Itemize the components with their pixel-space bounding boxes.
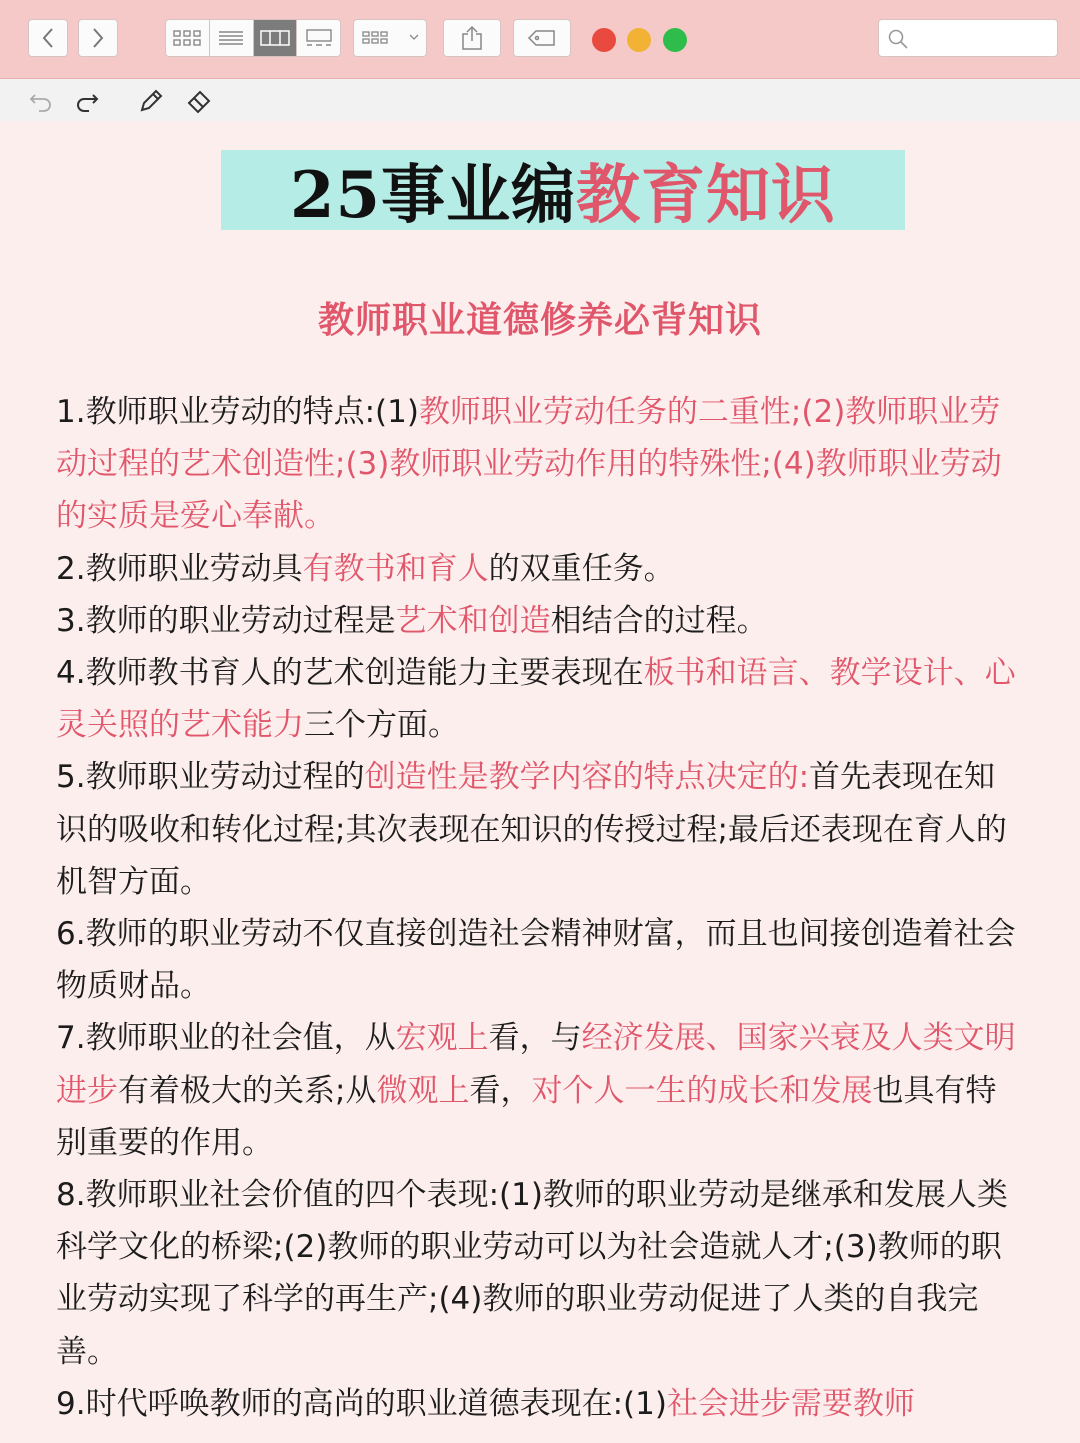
text-segment: 5.教师职业劳动过程的 (56, 759, 365, 796)
grid-view-button[interactable] (166, 20, 210, 56)
text-segment: 8.教师职业社会价值的四个表现:(1)教师的职业劳动是继承和发展人类科学文化的桥梁;(2)教师的职业劳动可以为社会造就人才;(3)教师的职业劳动实现了科学的再生产;(4)教师的职业劳动促进了人类的自我完善。 (56, 1177, 1008, 1370)
zoom-window-button[interactable] (663, 28, 687, 52)
title-black-part: 25事业编 (289, 158, 577, 233)
forward-button[interactable] (78, 19, 118, 57)
text-segment: 也具有特别重要的作用。 (56, 1072, 997, 1161)
list-item (56, 908, 1026, 1012)
edit-toolbar (0, 79, 1080, 121)
search-icon (887, 28, 909, 50)
list-item (56, 595, 1026, 647)
group-icon (360, 29, 420, 47)
text-segment: 三个方面。 (304, 707, 459, 744)
text-segment: 相结合的过程。 (550, 602, 768, 639)
undo-icon (29, 90, 53, 112)
share-button[interactable] (443, 19, 501, 57)
list-item (56, 647, 1026, 751)
text-segment: 1.教师职业劳动的特点:(1) (56, 394, 419, 430)
text-segment: 看，与 (488, 1020, 582, 1057)
column-view-button[interactable] (254, 20, 298, 56)
note-content (56, 386, 1026, 1430)
gallery-view-icon (304, 29, 334, 47)
list-item (56, 1169, 1026, 1378)
text-segment: 2.教师职业劳动具 (56, 550, 303, 587)
toolbar (0, 0, 1080, 79)
pencil-icon (138, 88, 164, 114)
eraser-icon (186, 88, 212, 114)
highlight-segment: 社会进步需要教师 (666, 1385, 915, 1422)
list-item (56, 543, 1026, 595)
list-item (56, 1012, 1026, 1169)
text-segment: 3.教师的职业劳动过程是 (56, 602, 396, 639)
pencil-button[interactable] (138, 88, 164, 114)
share-icon (460, 25, 484, 51)
highlight-segment: 有教书和育人 (302, 550, 489, 587)
highlight-segment: 微观上 (376, 1072, 470, 1109)
text-segment: 有着极大的关系;从 (118, 1072, 377, 1109)
highlight-segment: 板书和语言、教学设计、心灵关照的艺术能力 (56, 655, 1016, 744)
chevron-right-icon (91, 27, 105, 49)
text-segment: 的双重任务。 (488, 550, 675, 587)
highlight-segment: 宏观上 (395, 1020, 489, 1057)
list-view-button[interactable] (210, 20, 254, 56)
view-mode-selector (165, 19, 341, 57)
column-view-icon (260, 29, 290, 47)
title-red-part: 教育知识 (576, 158, 837, 233)
back-button[interactable] (28, 19, 68, 57)
list-item (56, 1378, 1026, 1430)
text-segment: 4.教师教书育人的艺术创造能力主要表现在 (56, 655, 644, 692)
tag-button[interactable] (513, 19, 571, 57)
text-segment: 7.教师职业的社会值，从 (56, 1020, 396, 1057)
section-subtitle: 教师职业道德修养必背知识 (317, 300, 762, 341)
highlight-segment: 经济发展、国家兴衰及人类文明进步 (56, 1020, 1016, 1109)
tag-icon (527, 29, 557, 47)
highlight-segment: 对个人一生的成长和发展 (531, 1072, 873, 1109)
list-item (56, 386, 1026, 543)
close-window-button[interactable] (592, 28, 616, 52)
highlight-segment: 艺术和创造 (395, 602, 551, 639)
text-segment: 首先表现在知识的吸收和转化过程;其次表现在知识的传授过程;最后还表现在育人的机智方面。 (56, 759, 1007, 900)
undo-button[interactable] (28, 88, 54, 114)
group-button[interactable] (353, 19, 427, 57)
gallery-view-button[interactable] (297, 20, 340, 56)
grid-view-icon (172, 29, 202, 47)
text-segment: 9.时代呼唤教师的高尚的职业道德表现在:(1) (56, 1385, 667, 1422)
page-title (221, 150, 905, 233)
redo-icon (75, 90, 99, 112)
text-segment: 看， (469, 1072, 532, 1109)
eraser-button[interactable] (186, 88, 212, 114)
search-input[interactable] (878, 19, 1058, 57)
highlight-segment: 教师职业劳动任务的二重性;(2)教师职业劳动过程的艺术创造性;(3)教师职业劳动作用的特殊性;(4)教师职业劳动的实质是爱心奉献。 (56, 394, 1002, 535)
list-item (56, 751, 1026, 908)
redo-button[interactable] (74, 88, 100, 114)
chevron-left-icon (41, 27, 55, 49)
minimize-window-button[interactable] (627, 28, 651, 52)
highlight-segment: 创造性是教学内容的特点决定的: (364, 759, 810, 796)
text-segment: 6.教师的职业劳动不仅直接创造社会精神财富，而且也间接创造着社会物质财品。 (56, 916, 1016, 1005)
list-view-icon (218, 29, 244, 47)
